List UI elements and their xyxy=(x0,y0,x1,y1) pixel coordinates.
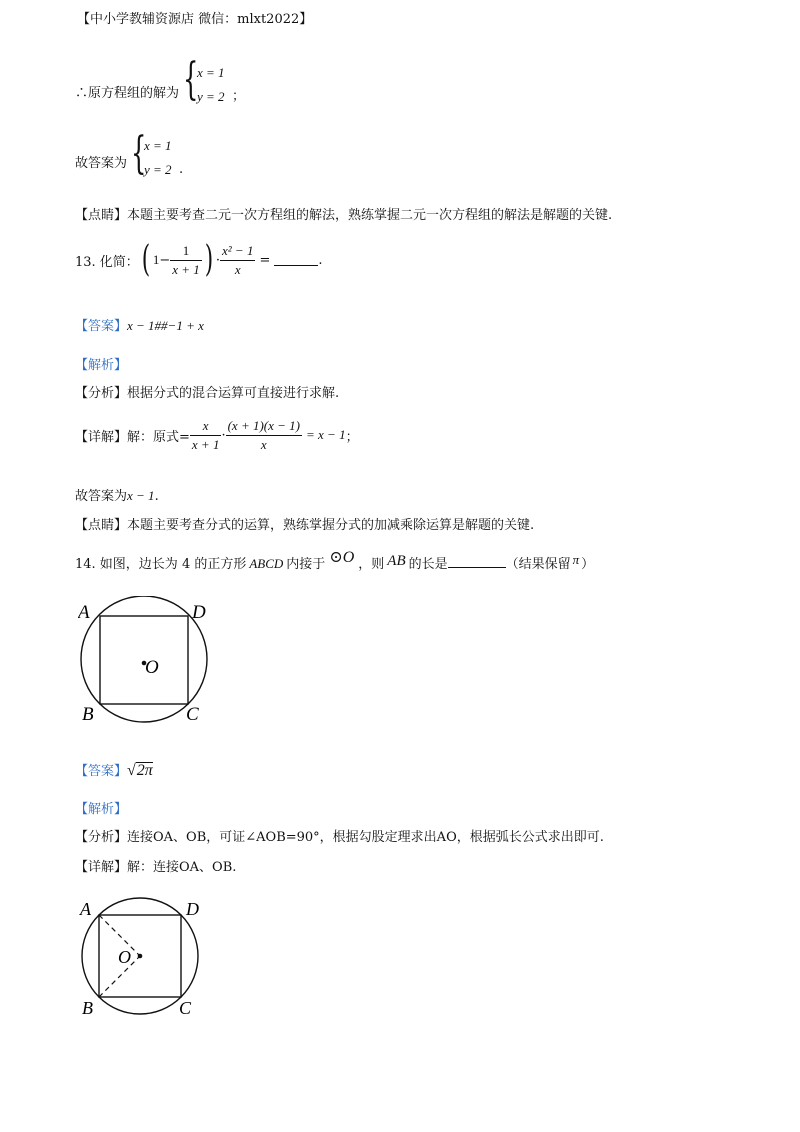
pi-symbol: π xyxy=(572,552,580,567)
vertex-label-d: D xyxy=(186,899,199,919)
circle-symbol: ⊙O xyxy=(329,549,355,566)
answer-expression: 2π xyxy=(136,762,153,779)
fraction xyxy=(170,242,202,279)
square-name: ABCD xyxy=(249,556,284,571)
question-text: 的长是 xyxy=(408,557,448,572)
vertex-label-c: C xyxy=(179,998,192,1018)
question-14 xyxy=(75,549,595,573)
denominator: x + 1 xyxy=(172,261,200,277)
question-text: ，则 xyxy=(358,557,385,572)
comment-paragraph: 【点睛】本题主要考查分式的运算，熟练掌握分式的加减乘除运算是解题的关键. xyxy=(75,518,535,533)
result: = x − 1 xyxy=(306,427,346,442)
analysis-heading: 【解析】 xyxy=(75,358,128,373)
answer-prefix: 故答案为 xyxy=(75,156,128,171)
answer-suffix: . xyxy=(154,489,159,504)
vertex-label-b: B xyxy=(82,998,93,1018)
question-text: 14. 如图，边长为 4 的正方形 xyxy=(75,557,247,572)
square-shape xyxy=(100,616,188,704)
denominator: x xyxy=(234,261,241,277)
equation-y: y = 2 xyxy=(144,162,172,177)
numerator: x² − 1 xyxy=(220,242,255,261)
left-brace: { xyxy=(131,128,147,179)
answer-statement xyxy=(75,488,159,505)
answer-14 xyxy=(75,762,153,780)
analysis-paragraph: 【分析】连接OA、OB，可证∠AOB=90°，根据勾股定理求出AO，根据弧长公式求出即可. xyxy=(75,830,604,845)
detail-paragraph: 【详解】解：连接OA、OB. xyxy=(75,860,237,875)
arc-name: AB xyxy=(387,553,406,569)
equation-x: x = 1 xyxy=(144,138,172,153)
detail-label: 【详解】解：原式= xyxy=(75,429,190,445)
analysis-paragraph: 【分析】根据分式的混合运算可直接进行求解. xyxy=(75,386,340,401)
denominator: x xyxy=(260,436,267,452)
vertex-label-a: A xyxy=(80,899,91,919)
detail-suffix: ； xyxy=(345,429,359,445)
vertex-label-d: D xyxy=(192,602,206,623)
answer-value: x − 1##−1 + x xyxy=(127,318,204,333)
one: 1 xyxy=(152,252,160,267)
dot-operator: · xyxy=(221,427,226,443)
center-label-o: O xyxy=(118,947,131,967)
fraction xyxy=(220,242,255,279)
vertex-label-c: C xyxy=(186,704,199,725)
left-brace: { xyxy=(183,54,199,105)
sqrt-symbol: √ xyxy=(127,762,136,779)
fraction xyxy=(190,417,222,454)
dot-operator: · xyxy=(215,252,220,268)
answer-blank xyxy=(448,557,506,568)
equation-x: x = 1 xyxy=(197,65,225,80)
detail-13 xyxy=(75,413,359,457)
question-13 xyxy=(75,238,323,282)
answer-suffix: . xyxy=(179,162,184,177)
minus-sign: − xyxy=(159,252,171,268)
figure-inscribed-square xyxy=(78,596,218,730)
answer-label: 【答案】 xyxy=(75,764,128,779)
numerator: (x + 1)(x − 1) xyxy=(226,417,302,436)
equals-sign: = xyxy=(259,252,271,268)
center-label-o: O xyxy=(145,657,159,678)
numerator: 1 xyxy=(170,242,202,261)
answer-prefix: 故答案为 xyxy=(75,489,128,504)
answer-label: 【答案】 xyxy=(75,319,128,334)
page-header: 【中小学教辅资源店 微信：mlxt2022】 xyxy=(77,12,313,27)
figure-square-with-radii xyxy=(78,896,208,1018)
analysis-heading: 【解析】 xyxy=(75,802,128,817)
left-paren: ( xyxy=(141,239,151,280)
question-tail: . xyxy=(318,252,323,268)
question-text: （结果保留 xyxy=(505,557,571,572)
solution-suffix: ； xyxy=(232,89,246,104)
answer-value xyxy=(127,762,153,779)
comment-paragraph: 【点睛】本题主要考查二元一次方程组的解法，熟练掌握二元一次方程组的解法是解题的关键. xyxy=(75,208,613,223)
vertex-label-b: B xyxy=(82,704,94,725)
fraction xyxy=(226,417,302,454)
answer-value: x − 1 xyxy=(127,488,155,503)
answer-13 xyxy=(75,318,204,335)
answer-blank xyxy=(274,255,318,266)
denominator: x + 1 xyxy=(191,436,220,452)
equation-y: y = 2 xyxy=(197,89,225,104)
vertex-label-a: A xyxy=(78,602,90,623)
center-point xyxy=(138,954,143,959)
right-paren: ) xyxy=(204,239,214,280)
question-text: 内接于 xyxy=(286,557,326,572)
solution-prefix: ∴原方程组的解为 xyxy=(75,86,180,101)
numerator: x xyxy=(190,417,222,436)
question-text: ） xyxy=(581,557,595,572)
question-label: 13. 化简： xyxy=(75,254,139,270)
